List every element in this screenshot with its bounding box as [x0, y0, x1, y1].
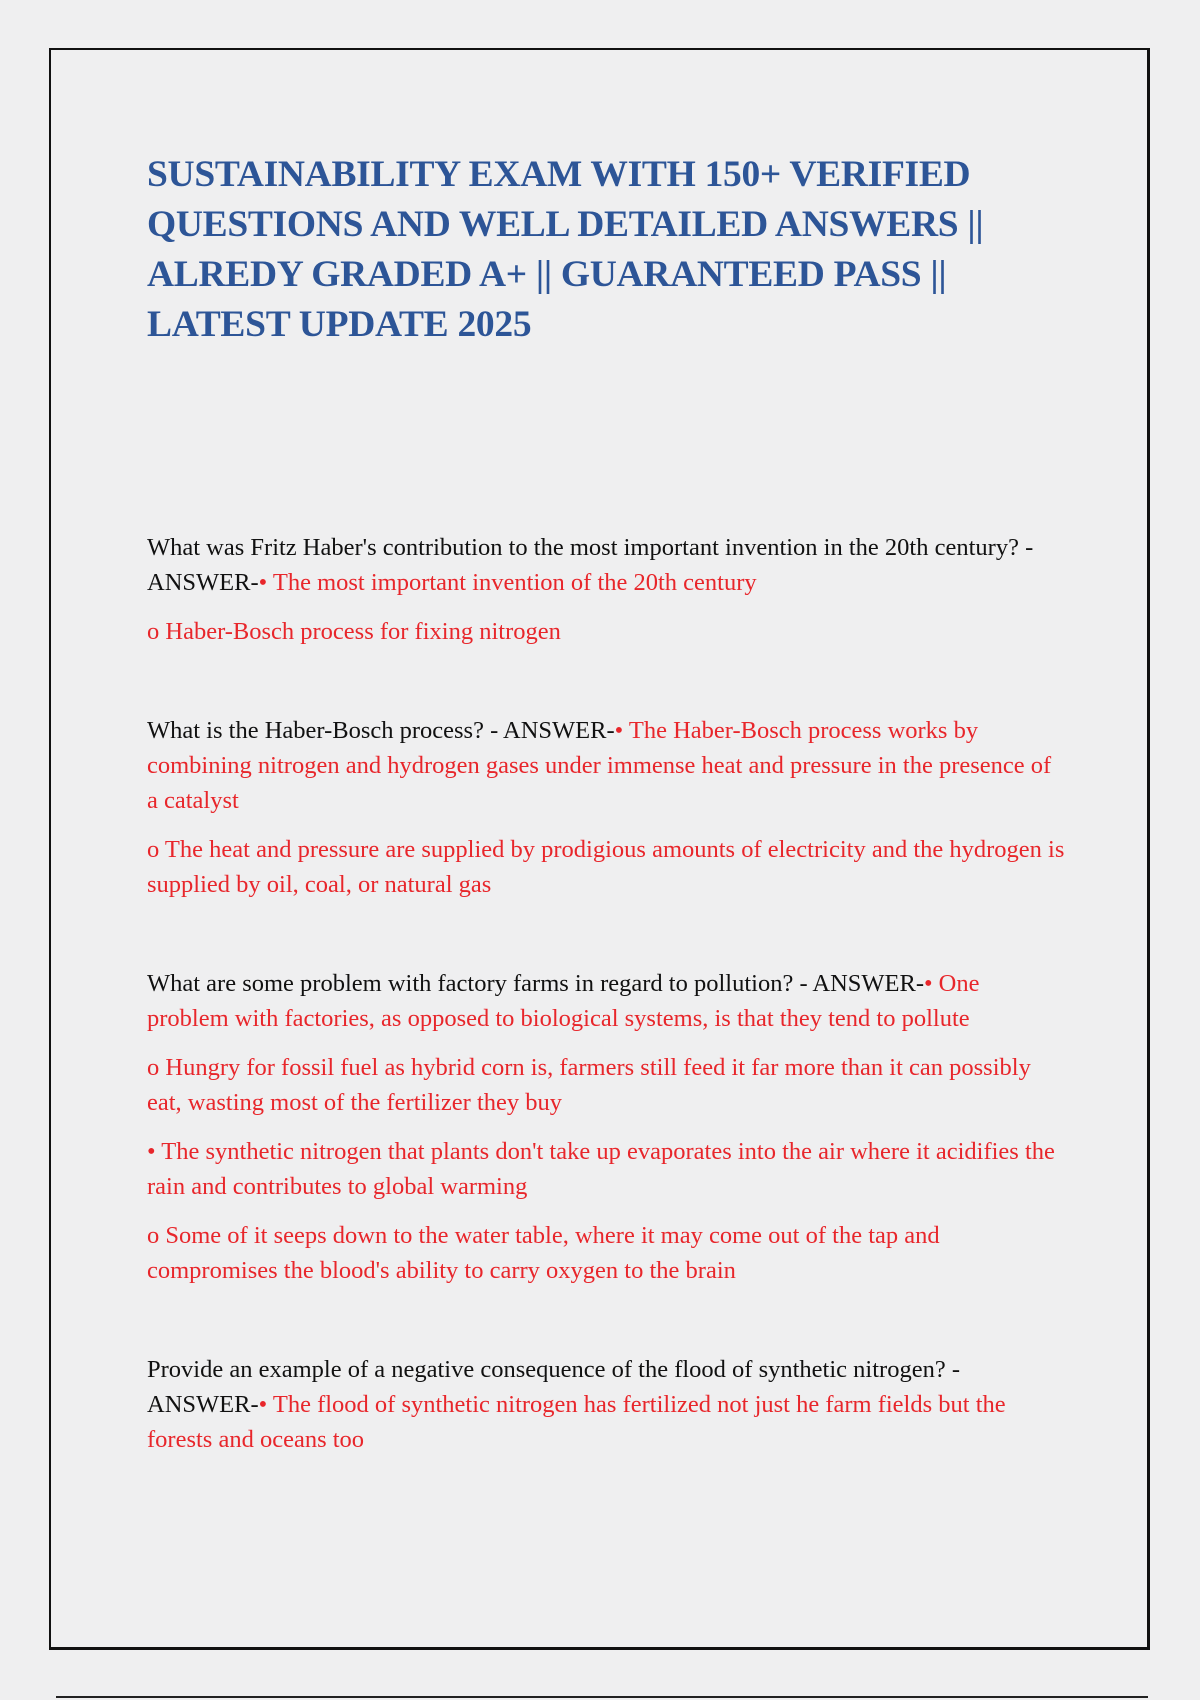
answer-text: • The flood of synthetic nitrogen has fertilized not just he farm fields but the forests and oceans too [147, 1391, 1006, 1453]
qa-question-paragraph [147, 713, 1067, 818]
qa-item [147, 966, 1067, 1288]
qa-item [147, 713, 1067, 902]
qa-list [147, 530, 1067, 1457]
qa-question-paragraph [147, 530, 1067, 600]
answer-detail: o Haber-Bosch process for fixing nitrogen [147, 618, 561, 645]
question-text: What are some problem with factory farms in regard to pollution? - ANSWER- [147, 970, 924, 997]
question-text: What is the Haber-Bosch process? - ANSWER- [147, 717, 615, 744]
page-content [147, 150, 1067, 1521]
qa-item [147, 530, 1067, 649]
question-text: What was Fritz Haber's contribution to the most important invention in the 20th century? - ANSWER- [147, 534, 1034, 596]
next-page-edge [56, 1696, 1148, 1698]
answer-detail: o Some of it seeps down to the water table, where it may come out of the tap and compromises the blood's ability to carry oxygen to the brain [147, 1222, 940, 1284]
answer-detail: o Hungry for fossil fuel as hybrid corn is, farmers still feed it far more than it can possibly eat, wasting most of the fertilizer they buy [147, 1054, 1031, 1116]
answer-detail: o The heat and pressure are supplied by prodigious amounts of electricity and the hydrogen is supplied by oil, coal, or natural gas [147, 836, 1065, 898]
qa-question-paragraph [147, 1352, 1067, 1457]
answer-text: • The most important invention of the 20th century [258, 569, 757, 596]
answer-text: • The Haber-Bosch process works by combining nitrogen and hydrogen gases under immense heat and pressure in the presence of a catalyst [147, 717, 1052, 814]
document-page [49, 48, 1150, 1650]
answer-detail: • The synthetic nitrogen that plants don't take up evaporates into the air where it acidifies the rain and contributes to global warming [147, 1138, 1055, 1200]
answer-text: • One problem with factories, as opposed to biological systems, is that they tend to pollute [147, 970, 980, 1032]
document-title: SUSTAINABILITY EXAM WITH 150+ VERIFIED QUESTIONS AND WELL DETAILED ANSWERS || ALREDY GRADED A+ || GUARANTEED PASS || LATEST UPDATE 2025 [147, 154, 984, 345]
question-text: Provide an example of a negative consequence of the flood of synthetic nitrogen? - ANSWER- [147, 1356, 960, 1418]
qa-item [147, 1352, 1067, 1457]
qa-question-paragraph [147, 966, 1067, 1036]
